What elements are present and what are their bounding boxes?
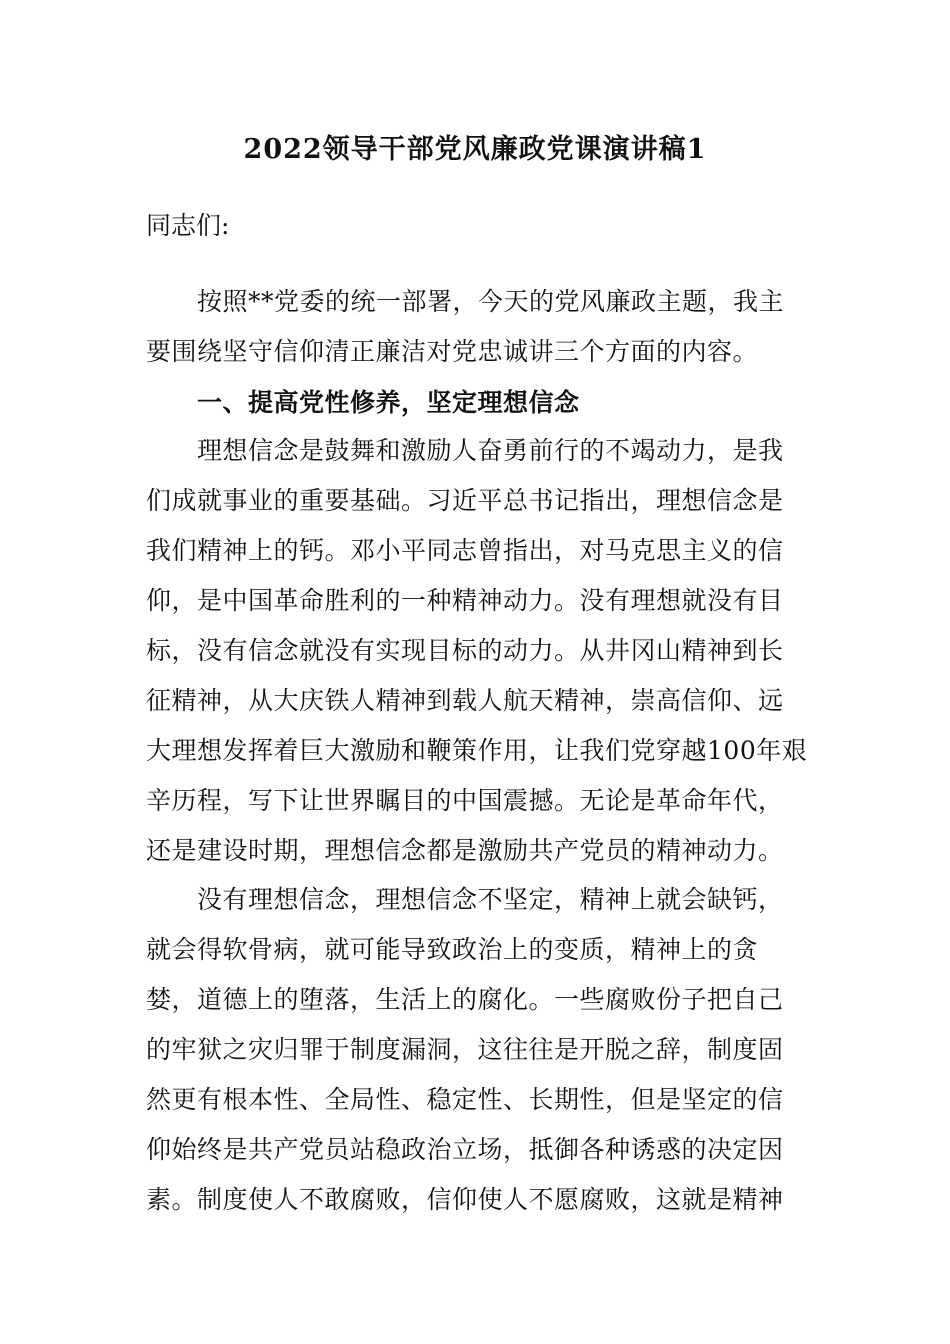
- paragraph-intro: [146, 277, 816, 377]
- paragraph-line: 标，没有信念就没有实现目标的动力。从井冈山精神到长: [146, 636, 784, 665]
- document-title: 2022领导干部党风廉政党课演讲稿1: [243, 134, 707, 165]
- paragraph-line: 辛历程，写下让世界瞩目的中国震撼。无论是革命年代，: [146, 786, 784, 815]
- paragraph-line: 婪，道德上的堕落，生活上的腐化。一些腐败份子把自己: [146, 985, 784, 1014]
- paragraph-line: 按照**党委的统一部署，今天的党风廉政主题，我主: [197, 287, 785, 316]
- paragraph-line: 就会得软骨病，就可能导致政治上的变质，精神上的贪: [146, 935, 759, 964]
- paragraph-ideals: [146, 426, 816, 876]
- paragraph-corruption: [146, 875, 816, 1225]
- paragraph-line: 要围绕坚守信仰清正廉洁对党忠诚讲三个方面的内容。: [146, 337, 759, 366]
- paragraph-line: 没有理想信念，理想信念不坚定，精神上就会缺钙，: [197, 885, 784, 914]
- paragraph-line: 还是建设时期，理想信念都是激励共产党员的精神动力。: [146, 836, 784, 865]
- paragraph-line: 们成就事业的重要基础。习近平总书记指出，理想信念是: [146, 486, 784, 515]
- paragraph-line: 的牢狱之灾归罪于制度漏洞，这往往是开脱之辞，制度固: [146, 1035, 784, 1064]
- paragraph-line: 仰，是中国革命胜利的一种精神动力。没有理想就没有目: [146, 586, 784, 615]
- paragraph-line: 素。制度使人不敢腐败，信仰使人不愿腐败，这就是精神: [146, 1185, 784, 1214]
- greeting: 同志们:: [146, 211, 230, 240]
- paragraph-line: 理想信念是鼓舞和激励人奋勇前行的不竭动力，是我: [197, 436, 784, 465]
- section-heading: 一、提高党性修养，坚定理想信念: [197, 388, 580, 417]
- paragraph-line: 我们精神上的钙。邓小平同志曾指出，对马克思主义的信: [146, 536, 784, 565]
- paragraph-line: 征精神，从大庆铁人精神到载人航天精神，崇高信仰、远: [146, 686, 784, 715]
- paragraph-line: 大理想发挥着巨大激励和鞭策作用，让我们党穿越100年艰: [146, 736, 808, 765]
- paragraph-line: 仰始终是共产党员站稳政治立场，抵御各种诱惑的决定因: [146, 1135, 784, 1164]
- paragraph-line: 然更有根本性、全局性、稳定性、长期性，但是坚定的信: [146, 1085, 784, 1114]
